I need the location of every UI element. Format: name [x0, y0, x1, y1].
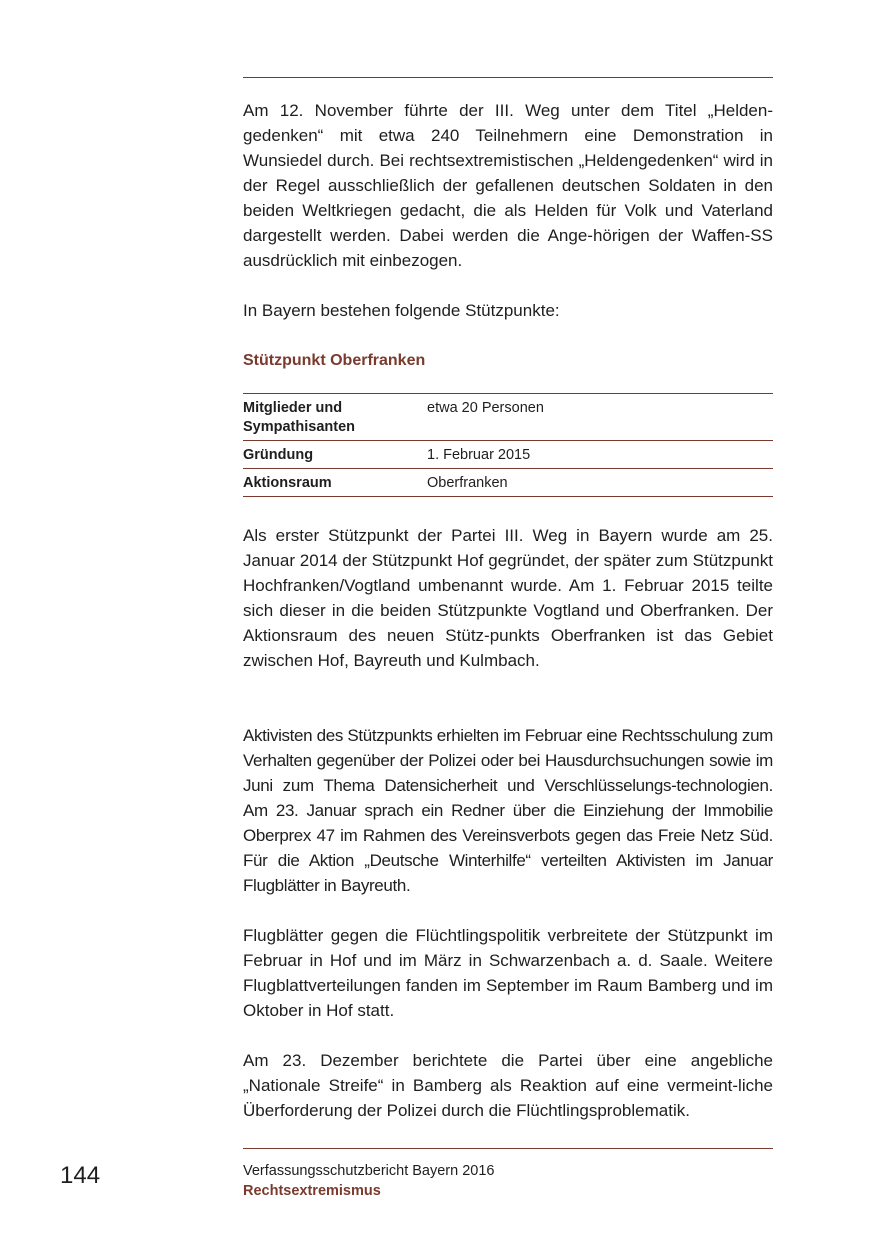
section-heading: Stützpunkt Oberfranken [243, 352, 426, 369]
page-number: 144 [60, 1162, 101, 1189]
paragraph-nationale-streife: Am 23. Dezember berichtete die Partei über eine angebliche „Nationale Streife“ in Bamberg als Reaktion auf eine vermeint-liche Überforderung der Polizei durch die Flüchtlingsproblematik. [243, 1051, 773, 1120]
paragraph-flugblaetter: Flugblätter gegen die Flüchtlingspolitik verbreitete der Stützpunkt im Februar in Hof und im März in Schwarzenbach a. d. Saale. Weitere Flugblattverteilungen fanden im September im Raum Bamberg und im Oktober in Hof statt. [243, 926, 773, 1020]
paragraph-3-block [243, 523, 773, 673]
paragraph-heldengedenken: Am 12. November führte der III. Weg unter dem Titel „Helden-gedenken“ mit etwa 240 Teilnehmern eine Demonstration in Wunsiedel durch. Bei rechtsextremistischen „Heldengedenken“ wird in der Regel ausschließlich der gefallenen deutschen Soldaten in den beiden Weltkriegen gedacht, die als Helden für Volk und Vaterland dargestellt werden. Dabei werden die Ange-hörigen der Waffen-SS ausdrücklich mit einbezogen. [243, 101, 773, 270]
paragraph-4-block [243, 723, 773, 898]
fact-key: Mitglieder und Sympathisanten [243, 400, 355, 435]
fact-value: Oberfranken [427, 475, 508, 491]
table-row [243, 441, 773, 469]
paragraph-1-block [243, 98, 773, 273]
fact-value: etwa 20 Personen [427, 400, 544, 416]
paragraph-2-block [243, 298, 773, 323]
fact-value: 1. Februar 2015 [427, 447, 531, 463]
paragraph-aktivisten: Aktivisten des Stützpunkts erhielten im Februar eine Rechtsschulung zum Verhalten gegenüber der Polizei oder bei Hausdurchsuchungen sowie im Juni zum Thema Datensicherheit und Verschlüsselungs-technologien. Am 23. Januar sprach ein Redner über die Einziehung der Immobilie Oberprex 47 im Rahmen des Vereinsverbots gegen das Freie Netz Süd. Für die Aktion „Deutsche Winterhilfe“ verteilten Aktivisten im Januar Flugblätter in Bayreuth. [243, 726, 773, 895]
fact-key: Aktionsraum [243, 475, 332, 491]
facts-table [243, 393, 773, 497]
paragraph-6-block [243, 1048, 773, 1123]
footer-chapter: Rechtsextremismus [243, 1183, 381, 1199]
footer-rule [243, 1148, 773, 1149]
table-row [243, 394, 773, 441]
top-rule [243, 77, 773, 78]
table-row [243, 469, 773, 497]
paragraph-stuetzpunkte-intro: In Bayern bestehen folgende Stützpunkte: [243, 301, 560, 320]
footer-publication: Verfassungsschutzbericht Bayern 2016 [243, 1163, 495, 1179]
paragraph-5-block [243, 923, 773, 1023]
paragraph-gruendung: Als erster Stützpunkt der Partei III. Weg in Bayern wurde am 25. Januar 2014 der Stützpunkt Hof gegründet, der später zum Stützpunkt Hochfranken/Vogtland umbenannt wurde. Am 1. Februar 2015 teilte sich dieser in die beiden Stützpunkte Vogtland und Oberfranken. Der Aktionsraum des neuen Stütz-punkts Oberfranken ist das Gebiet zwischen Hof, Bayreuth und Kulmbach. [243, 526, 773, 670]
fact-key: Gründung [243, 447, 314, 463]
facts-table-block [243, 393, 773, 497]
